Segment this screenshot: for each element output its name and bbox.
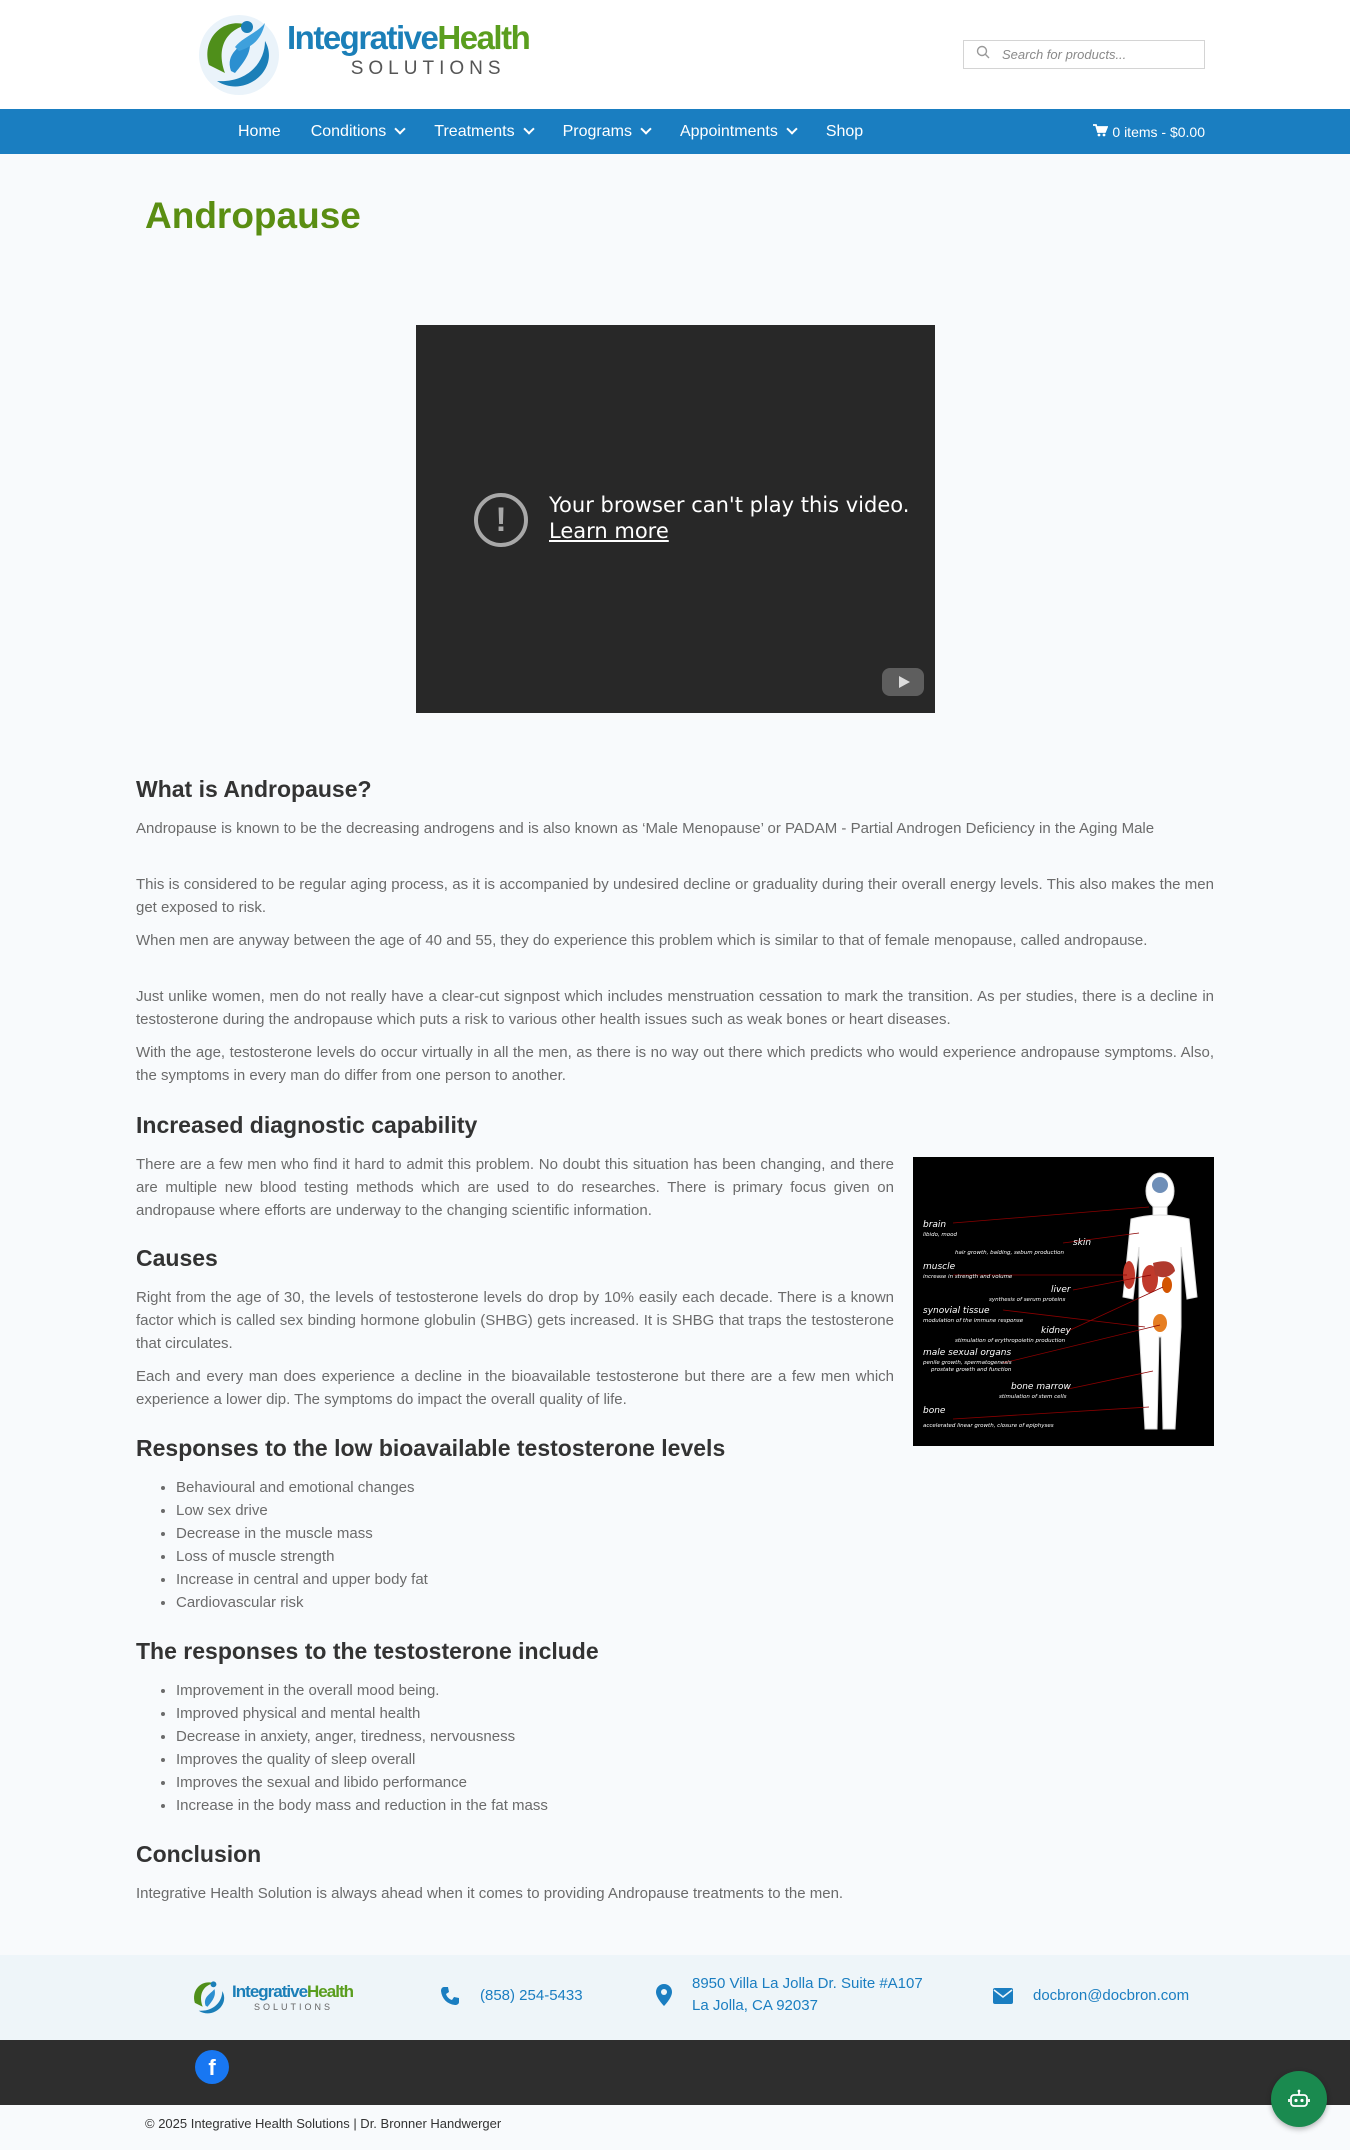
brand-name-part1: Integrative: [287, 19, 438, 56]
heading-causes: Causes: [136, 1245, 218, 1271]
chevron-down-icon: [523, 123, 534, 134]
footer-contact-band: [0, 1955, 1350, 2040]
list-item: • Improvement in the overall mood being.: [176, 1679, 548, 1702]
facebook-icon[interactable]: f: [195, 2050, 229, 2084]
footer-email[interactable]: [993, 1985, 1189, 2007]
paragraph: Right from the age of 30, the levels of testosterone levels do drop by 10% easily each decade. There is a known factor which is called sex binding hormone globulin (SHBG) gets increased. It is SHBG that traps the testosterone that circulates.: [136, 1289, 894, 1352]
nav-item-appointments[interactable]: [680, 123, 796, 141]
map-marker-icon: [656, 1984, 672, 2006]
main-nav: [0, 109, 1350, 154]
nav-item-label: Conditions: [310, 122, 387, 140]
footer-phone[interactable]: [440, 1985, 583, 2007]
list-item: • Improves the sexual and libido performance: [176, 1771, 548, 1794]
list-item: • Loss of muscle strength: [176, 1545, 428, 1568]
anatomy-label: liver: [1051, 1285, 1071, 1295]
site-logo[interactable]: [195, 5, 530, 101]
paragraph: Each and every man does experience a decline in the bioavailable testosterone but there are a few men which experience a lower dip. The symptoms do impact the overall quality of life.: [136, 1368, 894, 1408]
list-item: • Behavioural and emotional changes: [176, 1476, 428, 1499]
anatomy-sublabel: accelerated linear growth, closure of epiphyses: [923, 1423, 1054, 1429]
paragraph: Just unlike women, men do not really have a clear-cut signpost which includes menstruation cessation to mark the transition. As per studies, there is a decline in testosterone during the andropause which puts a risk to various other health issues such as weak bones or heart diseases.: [136, 988, 1214, 1028]
envelope-icon: [993, 1988, 1013, 2004]
search-input[interactable]: [1002, 47, 1182, 62]
footer-address[interactable]: [656, 1973, 923, 2017]
page-title: Andropause: [145, 195, 361, 236]
site-header: [0, 0, 1350, 109]
paragraph: With the age, testosterone levels do occur virtually in all the men, as there is no way out there which predicts who would experience andropause symptoms. Also, the symptoms in every man do differ from one person to another.: [136, 1044, 1214, 1084]
chevron-down-icon: [395, 123, 406, 134]
paragraph: Integrative Health Solution is always ahead when it comes to providing Andropause treatments to the men.: [136, 1885, 844, 1902]
heading-what-is-andropause: What is Andropause?: [136, 776, 372, 802]
testosterone-anatomy-illustration: [913, 1157, 1214, 1446]
responses-low-list: [176, 1476, 428, 1614]
search-icon: [976, 45, 990, 64]
nav-item-label: Programs: [562, 122, 632, 140]
anatomy-sublabel: hair growth, balding, sebum production: [955, 1250, 1065, 1256]
anatomy-sublabel: increase in strength and volume: [923, 1274, 1013, 1280]
chevron-down-icon: [786, 123, 797, 134]
list-item: • Improved physical and mental health: [176, 1702, 548, 1725]
heading-conclusion: Conclusion: [136, 1841, 262, 1867]
nav-item-label: Home: [238, 122, 281, 140]
anatomy-sublabel: stimulation of stem cells: [999, 1394, 1067, 1400]
video-player[interactable]: [416, 325, 935, 713]
chatbot-button[interactable]: [1271, 2071, 1327, 2127]
nav-item-home[interactable]: [238, 123, 281, 141]
nav-item-label: Appointments: [679, 122, 778, 140]
anatomy-label: muscle: [923, 1262, 956, 1272]
anatomy-sublabel: prostate growth and function: [931, 1367, 1012, 1373]
list-item: • Cardiovascular risk: [176, 1591, 428, 1614]
anatomy-label: synovial tissue: [923, 1306, 990, 1316]
anatomy-sublabel: modulation of the immune response: [923, 1318, 1024, 1324]
nav-item-treatments[interactable]: [434, 123, 532, 141]
list-item: • Decrease in the muscle mass: [176, 1522, 428, 1545]
cart-summary: 0 items - $0.00: [1112, 123, 1205, 140]
phone-number: (858) 254-5433: [480, 1987, 583, 2004]
shopping-cart-icon: [1093, 124, 1112, 140]
anatomy-label: male sexual organs: [923, 1348, 1012, 1358]
brand-tagline: SOLUTIONS: [350, 58, 506, 79]
anatomy-label: brain: [923, 1220, 947, 1230]
nav-item-conditions[interactable]: [311, 123, 405, 141]
anatomy-label: bone: [923, 1406, 946, 1416]
paragraph: This is considered to be regular aging process, as it is accompanied by undesired decline or graduality during their overall energy levels. This also makes the men get exposed to risk.: [136, 876, 1214, 916]
heading-responses-low: Responses to the low bioavailable testosterone levels: [136, 1435, 726, 1461]
anatomy-sublabel: libido, mood: [923, 1232, 958, 1238]
responses-include-list: [176, 1679, 548, 1817]
video-error-message: Your browser can't play this video.: [549, 493, 910, 517]
brand-name-part2: Health: [437, 19, 530, 56]
social-bar: [0, 2040, 1350, 2105]
nav-item-programs[interactable]: [563, 123, 650, 141]
anatomy-label: kidney: [1041, 1326, 1071, 1336]
list-item: • Increase in central and upper body fat: [176, 1568, 428, 1591]
anatomy-sublabel: penile growth, spermatogenesis: [923, 1360, 1012, 1366]
heading-diagnostic-capability: Increased diagnostic capability: [136, 1112, 478, 1138]
anatomy-sublabel: synthesis of serum proteins: [989, 1297, 1066, 1303]
brand-name-part1: Integrative: [232, 1982, 308, 2001]
nav-item-label: Treatments: [434, 122, 515, 140]
paragraph: When men are anyway between the age of 40 and 55, they do experience this problem which is similar to that of female menopause, called andropause.: [136, 932, 1148, 949]
copyright-text: © 2025 Integrative Health Solutions | Dr. Bronner Handwerger: [145, 2116, 502, 2131]
chevron-down-icon: [640, 123, 651, 134]
anatomy-label: bone marrow: [1011, 1382, 1071, 1392]
robot-icon: [1288, 2089, 1310, 2109]
brand-tagline: SOLUTIONS: [254, 2002, 334, 2012]
paragraph: There are a few men who find it hard to admit this problem. No doubt this situation has been changing, and there are multiple new blood testing methods which are used to do researches. There is primary focus given on andropause where efforts are underway to the changing scientific information.: [136, 1156, 894, 1219]
address-line2: La Jolla, CA 92037: [692, 1997, 818, 2014]
cart-link[interactable]: [1093, 109, 1205, 154]
nav-item-label: Shop: [825, 122, 864, 140]
list-item: • Low sex drive: [176, 1499, 428, 1522]
anatomy-label: skin: [1073, 1238, 1092, 1248]
youtube-play-icon[interactable]: [882, 668, 924, 696]
product-search[interactable]: [963, 40, 1205, 69]
copyright-bar: [0, 2105, 1350, 2150]
list-item: • Decrease in anxiety, anger, tiredness, nervousness: [176, 1725, 548, 1748]
logo-mark-icon: [188, 1974, 232, 2020]
alert-icon: !: [474, 493, 528, 547]
footer-logo[interactable]: [188, 1973, 353, 2021]
anatomy-sublabel: stimulation of erythropoietin production: [955, 1338, 1066, 1344]
nav-item-shop[interactable]: [826, 123, 863, 141]
learn-more-link[interactable]: Learn more: [549, 519, 669, 543]
brand-name-part2: Health: [307, 1982, 353, 2001]
email-address: docbron@docbron.com: [1033, 1987, 1190, 2004]
logo-mark-icon: [195, 7, 285, 99]
paragraph: Andropause is known to be the decreasing androgens and is also known as ‘Male Menopause’ or PADAM - Partial Androgen Deficiency in the Aging Male: [136, 820, 1155, 837]
address-line1: 8950 Villa La Jolla Dr. Suite #A107: [692, 1975, 923, 1992]
list-item: • Improves the quality of sleep overall: [176, 1748, 548, 1771]
list-item: • Increase in the body mass and reduction in the fat mass: [176, 1794, 548, 1817]
phone-icon: [440, 1986, 460, 2006]
heading-responses-include: The responses to the testosterone include: [136, 1638, 599, 1664]
